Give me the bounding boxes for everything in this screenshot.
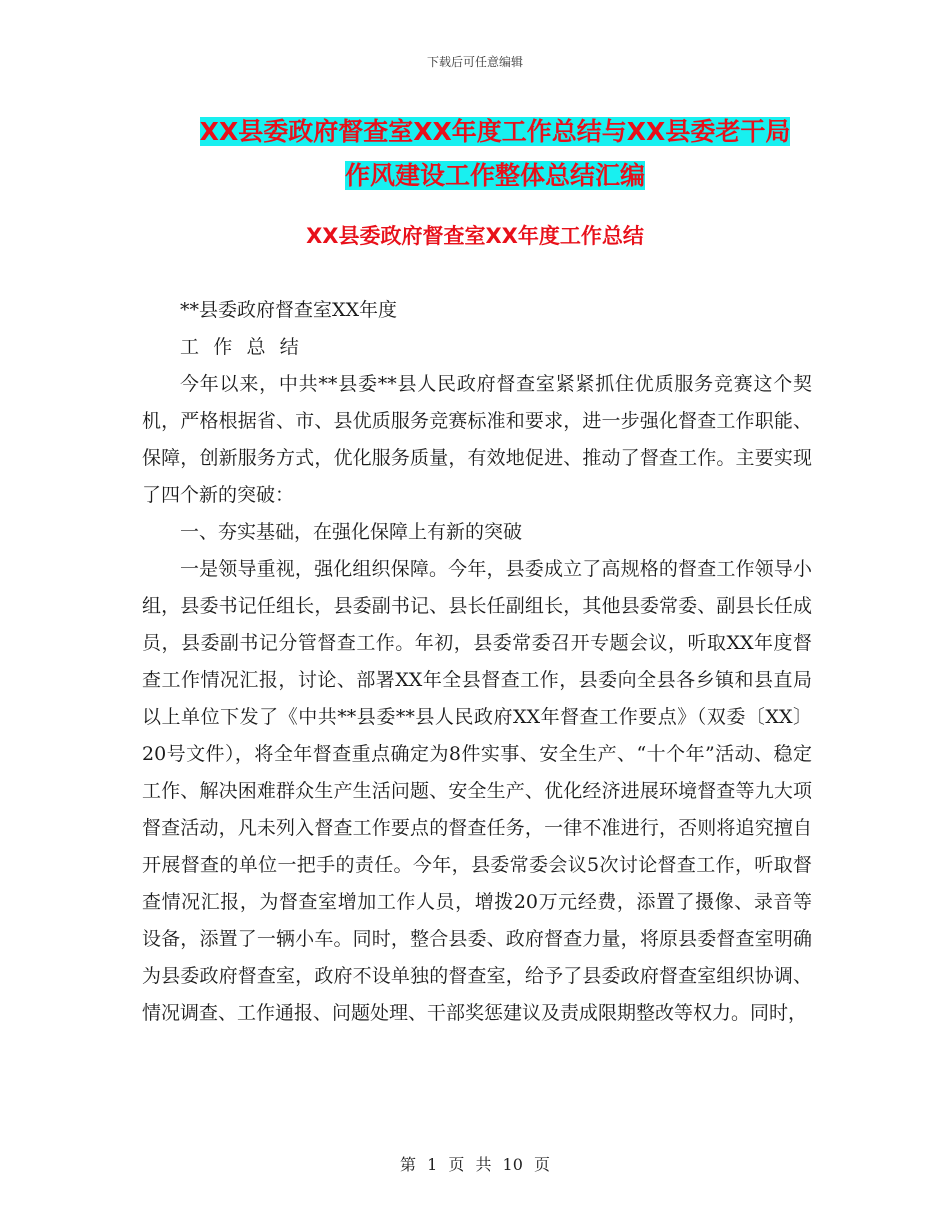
paragraph-section-heading: 一、夯实基础，在强化保障上有新的突破 xyxy=(180,521,523,543)
document-body xyxy=(142,292,812,1032)
document-title xyxy=(120,110,870,198)
paragraph-intro: 今年以来，中共**县委**县人民政府督查室紧紧抓住优质服务竞赛这个契机，严格根据省、市、县优质服务竞赛标准和要求，进一步强化督查工作职能、保障，创新服务方式，优化服务质量，有效地促进、推动了督查工作。主要实现了四个新的突破： xyxy=(142,373,812,506)
document-title-line-1: XX县委政府督查室XX年度工作总结与XX县委老干局 xyxy=(199,117,791,146)
section-title: XX县委政府督查室XX年度工作总结 xyxy=(306,224,644,248)
page-number: 第 1 页 共 10 页 xyxy=(400,1155,550,1174)
paragraph-heading-summary: 工作总结 xyxy=(180,336,314,358)
header-note: 下载后可任意编辑 xyxy=(426,55,523,69)
paragraph-leadership: 一是领导重视，强化组织保障。今年，县委成立了高规格的督查工作领导小组，县委书记任组长，县委副书记、县长任副组长，其他县委常委、副县长任成员，县委副书记分管督查工作。年初，县委常委召开专题会议，听取XX年度督查工作情况汇报，讨论、部署XX年全县督查工作，县委向全县各乡镇和县直局以上单位下发了《中共**县委**县人民政府XX年督查工作要点》（双委〔XX〕20号文件），将全年督查重点确定为8件实事、安全生产、“十个年”活动、稳定工作、解决困难群众生产生活问题、安全生产、优化经济进展环境督查等九大项督查活动，凡未列入督查工作要点的督查任务，一律不准进行，否则将追究擅自开展督查的单位一把手的责任。今年，县委常委会议5次讨论督查工作，听取督查情况汇报，为督查室增加工作人员，增拨20万元经费，添置了摄像、录音等设备，添置了一辆小车。同时，整合县委、政府督查力量，将原县委督查室明确为县委政府督查室，政府不设单独的督查室，给予了县委政府督查室组织协调、情况调查、工作通报、问题处理、干部奖惩建议及责成限期整改等权力。同时， xyxy=(142,558,812,1024)
paragraph-org-line: **县委政府督查室XX年度 xyxy=(180,299,398,321)
document-title-line-2: 作风建设工作整体总结汇编 xyxy=(344,161,645,190)
